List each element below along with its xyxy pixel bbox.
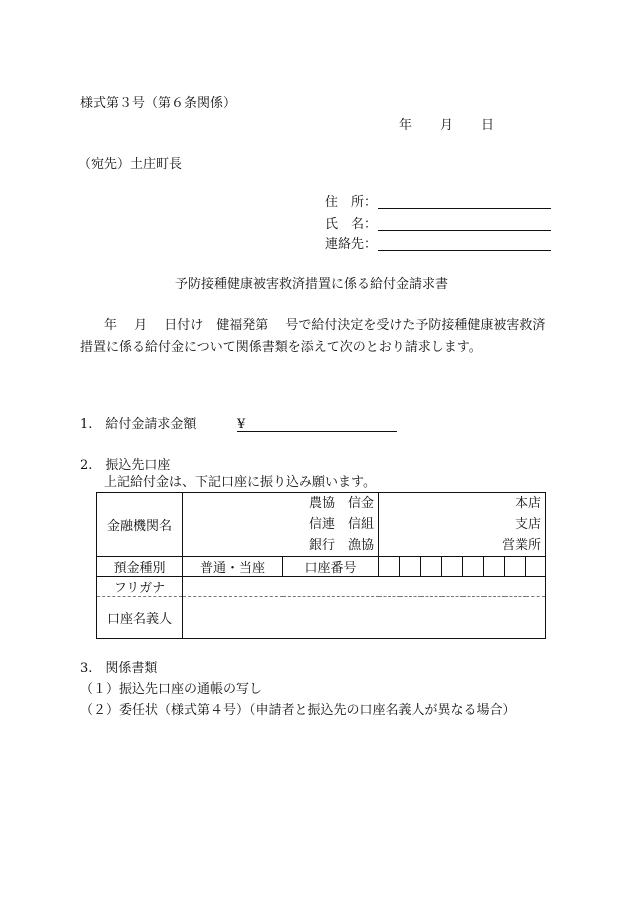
account-digit[interactable] bbox=[463, 557, 484, 577]
form-number: 様式第３号（第６条関係） bbox=[80, 96, 237, 111]
name-field[interactable] bbox=[378, 230, 551, 231]
section-3-label: 3. 関係書類 bbox=[80, 661, 158, 676]
account-digit[interactable] bbox=[484, 557, 505, 577]
account-digit[interactable] bbox=[421, 557, 442, 577]
account-digit[interactable] bbox=[400, 557, 421, 577]
related-doc-2: （２）委任状（様式第４号）（申請者と振込先の口座名義人が異なる場合） bbox=[80, 703, 516, 718]
deposit-type-value[interactable]: 普通・当座 bbox=[183, 557, 283, 577]
bank-type-cell[interactable] bbox=[183, 493, 379, 557]
transfer-note: 上記給付金は、下記口座に振り込み願います。 bbox=[104, 475, 376, 490]
furigana-field[interactable] bbox=[183, 577, 546, 597]
intro-line-1: 年 月 日付け 健福発第 号で給付決定を受けた予防接種健康被害救済 bbox=[104, 318, 546, 333]
yen-sign: ¥ bbox=[237, 417, 246, 432]
date-month: 月 bbox=[440, 118, 454, 133]
address-label: 住 所： bbox=[325, 195, 378, 210]
section-2-label: 2. 振込先口座 bbox=[80, 458, 171, 473]
address-field[interactable] bbox=[378, 208, 551, 209]
account-digit[interactable] bbox=[505, 557, 526, 577]
branch-type-cell[interactable] bbox=[379, 493, 546, 557]
account-holder-label: 口座名義人 bbox=[97, 597, 183, 639]
branch-type-1: 本店 bbox=[514, 496, 541, 511]
date-year: 年 bbox=[399, 118, 413, 133]
related-doc-1: （１）振込先口座の通帳の写し bbox=[80, 682, 263, 697]
contact-label: 連絡先： bbox=[325, 237, 378, 252]
name-label: 氏 名： bbox=[325, 217, 378, 232]
section-1-label: 1. 給付金請求金額 bbox=[80, 417, 197, 432]
bank-type-1: 農協 信金 bbox=[308, 496, 374, 511]
date-day: 日 bbox=[481, 118, 495, 133]
furigana-label: フリガナ bbox=[97, 577, 183, 597]
deposit-type-label: 預金種別 bbox=[97, 557, 183, 577]
branch-type-3: 営業所 bbox=[501, 538, 541, 553]
branch-type-2: 支店 bbox=[514, 517, 541, 532]
account-digit[interactable] bbox=[379, 557, 400, 577]
addressee: （宛先）土庄町長 bbox=[78, 157, 183, 172]
contact-field[interactable] bbox=[378, 250, 551, 251]
bank-account-table bbox=[96, 492, 546, 639]
account-digit[interactable] bbox=[442, 557, 463, 577]
document-title: 予防接種健康被害救済措置に係る給付金請求書 bbox=[175, 277, 449, 292]
bank-type-2: 信連 信組 bbox=[308, 517, 374, 532]
account-holder-field[interactable] bbox=[183, 597, 546, 639]
bank-name-label: 金融機関名 bbox=[97, 493, 183, 557]
account-number-label: 口座番号 bbox=[283, 557, 379, 577]
account-number-end bbox=[526, 557, 546, 577]
intro-line-2: 措置に係る給付金について関係書類を添えて次のとおり請求します。 bbox=[80, 340, 482, 355]
bank-type-3: 銀行 漁協 bbox=[308, 538, 374, 553]
amount-field[interactable] bbox=[237, 431, 397, 432]
